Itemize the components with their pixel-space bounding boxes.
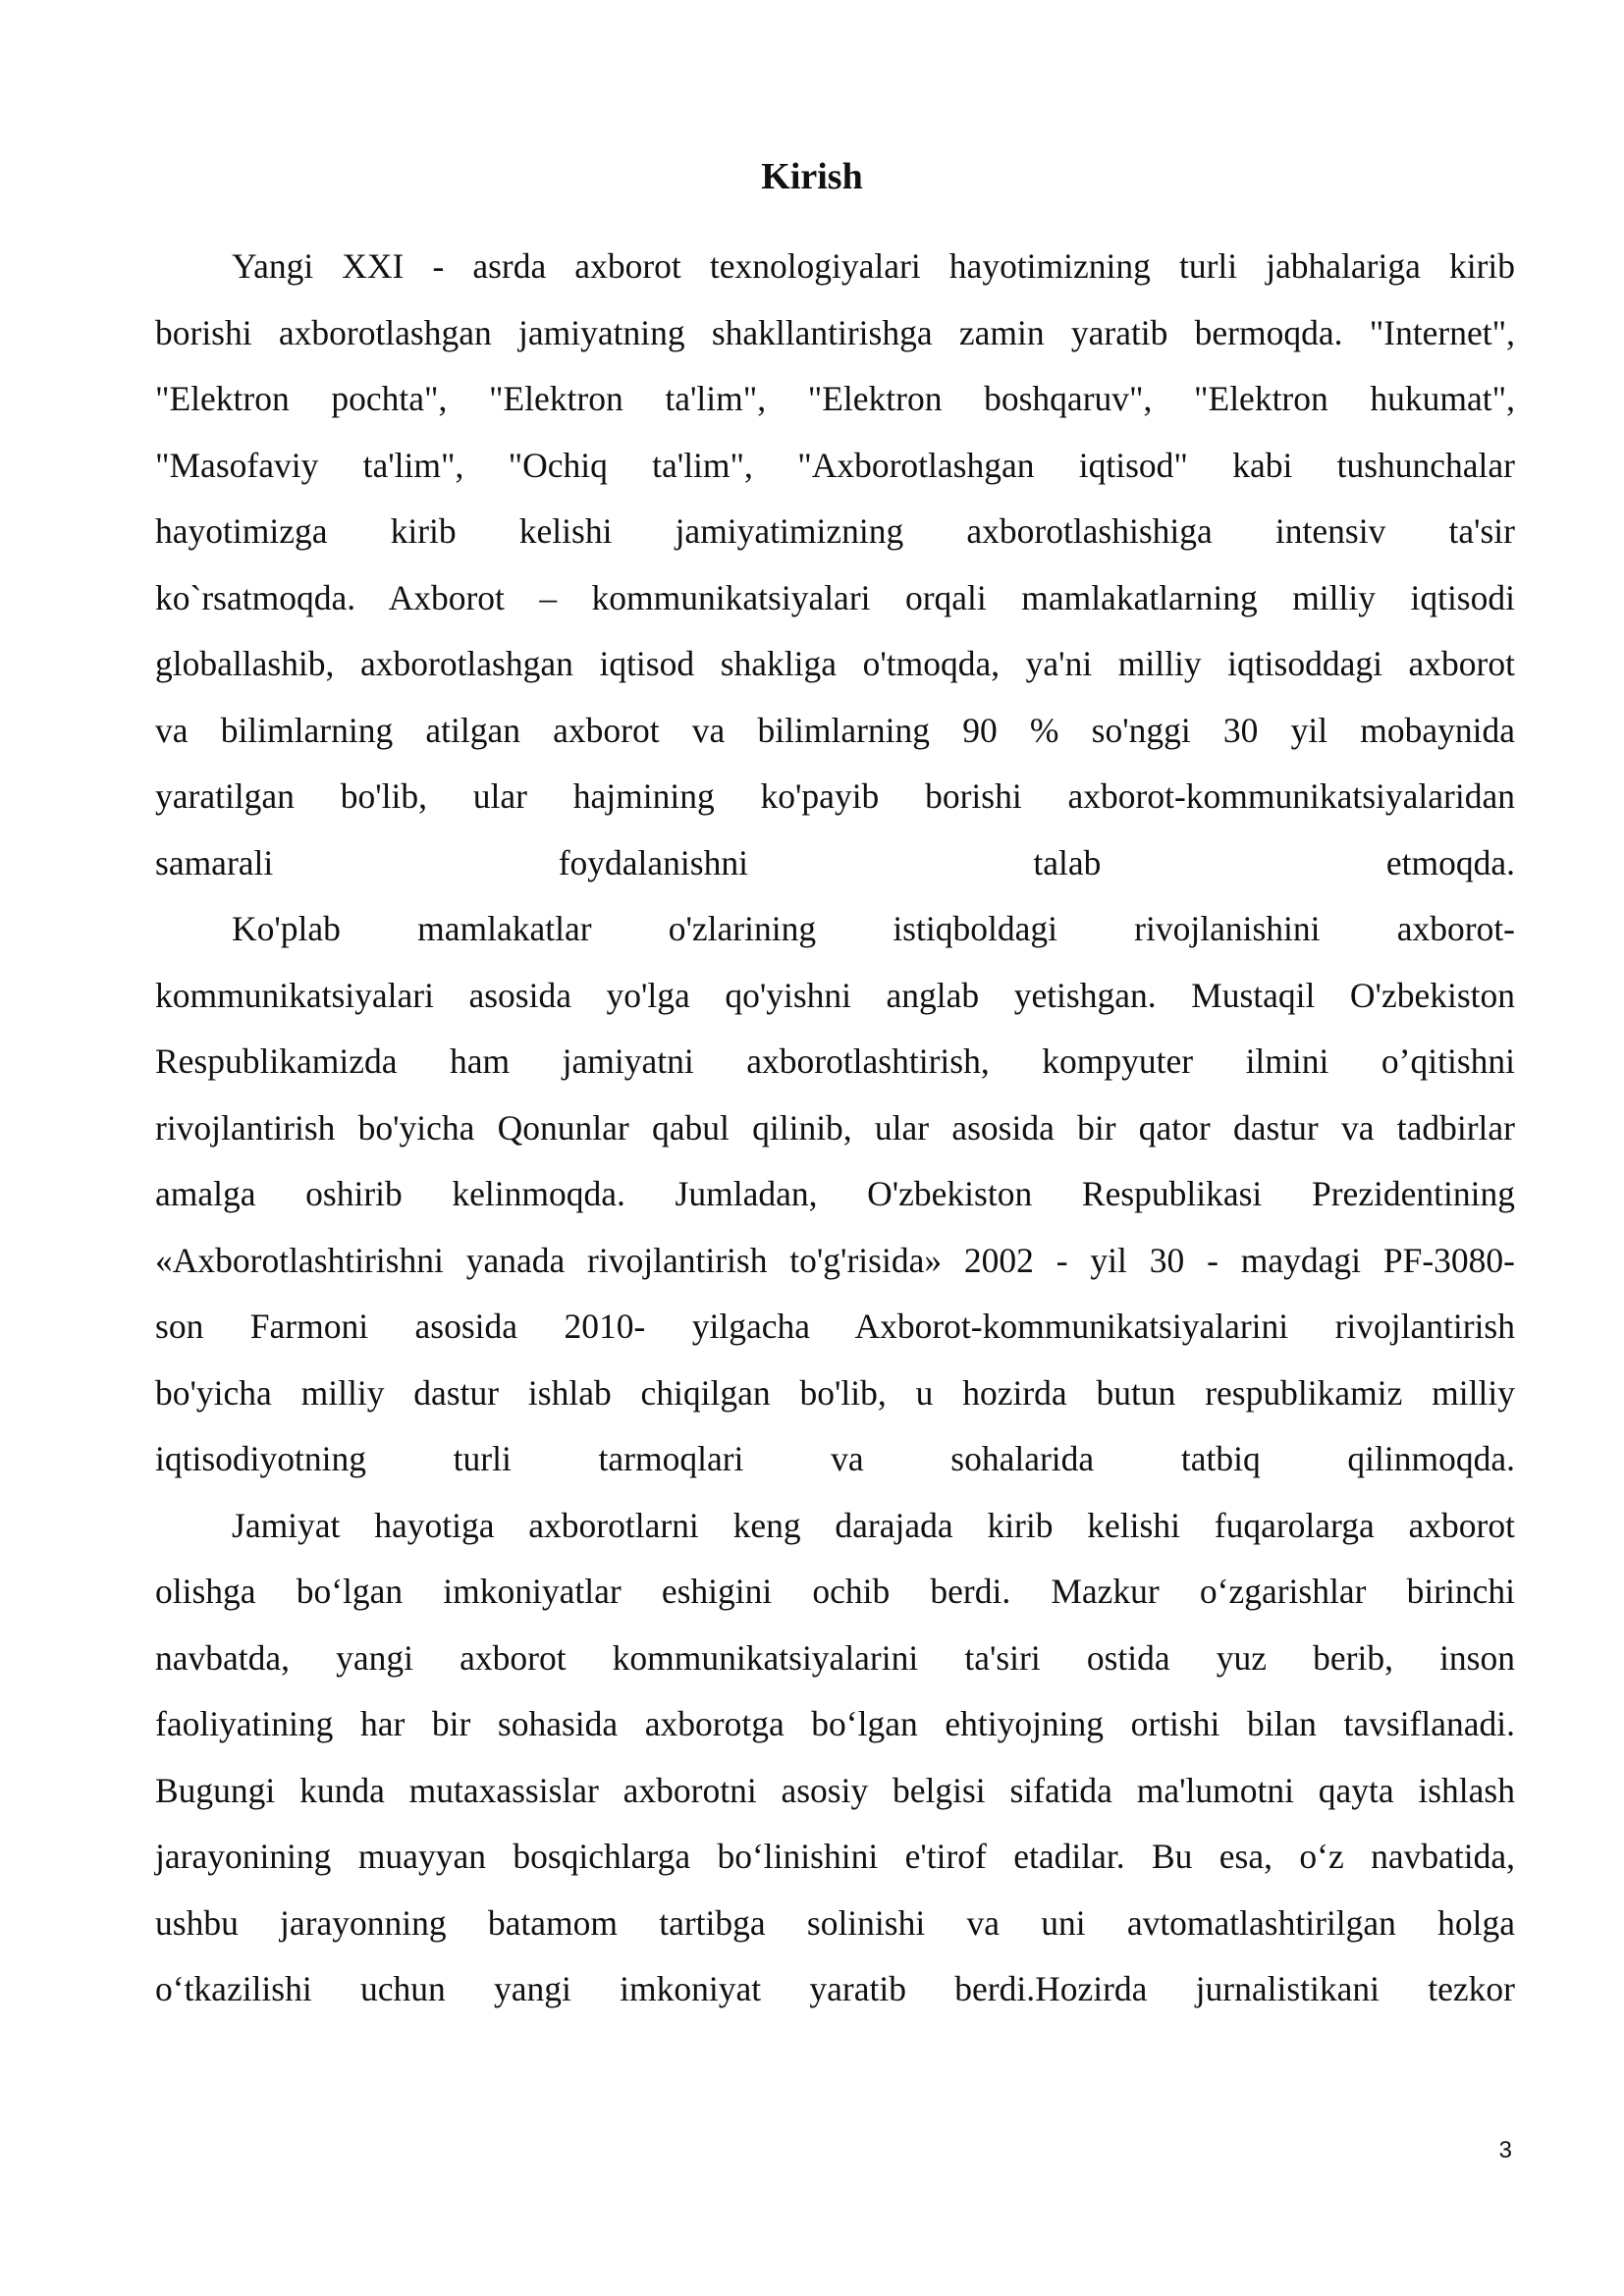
text-line: faoliyatining har bir sohasida axborotga bo‘lgan ehtiyojning ortishi bilan tavsiflanadi.	[155, 1704, 1515, 1743]
text-line: rivojlantirish bo'yicha Qonunlar qabul qilinib, ular asosida bir qator dastur va tadbirlar	[155, 1107, 1515, 1148]
text-line: olishga bo‘lgan imkoniyatlar eshigini ochib berdi. Mazkur o‘zgarishlar birinchi	[155, 1572, 1515, 1611]
text-line: "Masofaviy ta'lim", "Ochiq ta'lim", "Axborotlashgan iqtisod" kabi tushunchalar	[155, 445, 1515, 485]
text-line: bo'yicha milliy dastur ishlab chiqilgan bo'lib, u hozirda butun respublikamiz milliy	[155, 1372, 1515, 1413]
text-line: ko`rsatmoqda. Axborot – kommunikatsiyalari orqali mamlakatlarning milliy iqtisodi	[155, 577, 1515, 617]
text-line: jarayonining muayyan bosqichlarga bo‘linishini e'tirof etadilar. Bu esa, o‘z navbatida,	[155, 1837, 1515, 1876]
text-line: navbatda, yangi axborot kommunikatsiyalarini ta'siri ostida yuz berib, inson	[155, 1637, 1515, 1678]
text-line: yaratilgan bo'lib, ular hajmining ko'payib borishi axborot-kommunikatsiyalaridan	[155, 776, 1515, 816]
text-line: kommunikatsiyalari asosida yo'lga qo'yishni anglab yetishgan. Mustaqil O'zbekiston	[155, 975, 1515, 1015]
text-line: hayotimizga kirib kelishi jamiyatimizning axborotlashishiga intensiv ta'sir	[155, 511, 1515, 551]
text-line: Jamiyat hayotiga axborotlarni keng darajada kirib kelishi fuqarolarga axborot	[232, 1505, 1515, 1545]
page-title: Kirish	[761, 156, 863, 197]
text-line: ushbu jarayonning batamom tartibga solinishi va uni avtomatlashtirilgan holga	[155, 1902, 1515, 1943]
text-line: Respublikamizda ham jamiyatni axborotlashtirish, kompyuter ilmini o’qitishni	[155, 1041, 1515, 1081]
text-line: borishi axborotlashgan jamiyatning shakllantirishga zamin yaratib bermoqda. "Internet",	[155, 312, 1515, 352]
text-line: amalga oshirib kelinmoqda. Jumladan, O'zbekiston Respublikasi Prezidentining	[155, 1174, 1515, 1213]
body-text	[155, 234, 1515, 2023]
text-line: globallashib, axborotlashgan iqtisod shakliga o'tmoqda, ya'ni milliy iqtisoddagi axborot	[155, 644, 1515, 683]
text-line: Bugungi kunda mutaxassislar axborotni asosiy belgisi sifatida ma'lumotni qayta ishlash	[155, 1770, 1515, 1810]
text-line: iqtisodiyotning turli tarmoqlari va sohalarida tatbiq qilinmoqda.	[155, 1439, 1515, 1478]
text-line: o‘tkazilishi uchun yangi imkoniyat yaratib berdi.Hozirda jurnalistikani tezkor	[155, 1969, 1515, 2008]
page-number: 3	[1498, 2137, 1512, 2163]
text-line: «Axborotlashtirishni yanada rivojlantirish to'g'risida» 2002 - yil 30 - maydagi PF-3080-	[155, 1240, 1515, 1280]
text-line: samarali foydalanishni talab etmoqda.	[155, 842, 1515, 882]
text-line: Yangi XXI - asrda axborot texnologiyalari hayotimizning turli jabhalariga kirib	[232, 246, 1515, 286]
text-line: va bilimlarning atilgan axborot va bilimlarning 90 % so'nggi 30 yil mobaynida	[155, 710, 1515, 750]
text-line: Ko'plab mamlakatlar o'zlarining istiqboldagi rivojlanishini axborot-	[232, 909, 1515, 948]
text-line: son Farmoni asosida 2010- yilgacha Axborot-kommunikatsiyalarini rivojlantirish	[155, 1307, 1515, 1346]
text-line: "Elektron pochta", "Elektron ta'lim", "Elektron boshqaruv", "Elektron hukumat",	[155, 379, 1515, 418]
